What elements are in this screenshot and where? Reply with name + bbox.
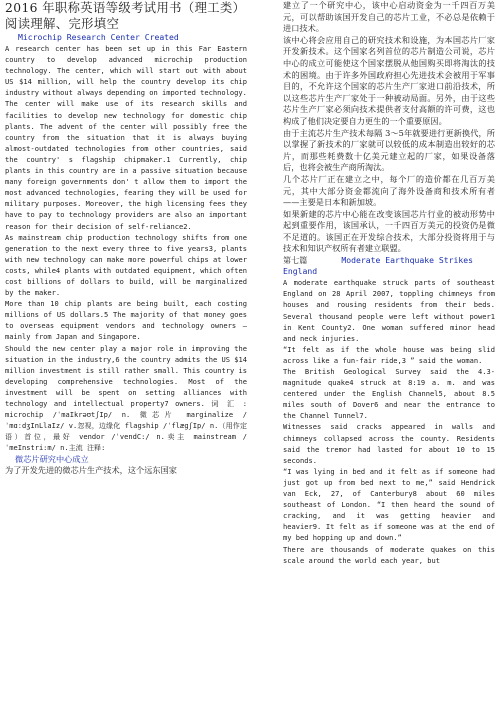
section-title: Moderate Earthquake Strikes England bbox=[283, 255, 473, 277]
body-paragraph: “It felt as if the whole house was being slid across like a fun-fair ride,3 ” said the woman. bbox=[283, 344, 495, 365]
translation-heading: 微芯片研究中心成立 bbox=[15, 454, 89, 465]
body-paragraph: The British Geological Survey said the 4.3-magnitude quake4 struck at 8:19 a. m. and was centered under the English Channel5, about 8.5 miles south of Dover6 and near the entrance to the Channel Tunnel7. bbox=[283, 367, 495, 421]
body-paragraph: There are thousands of moderate quakes on this scale around the world each year, but bbox=[283, 544, 495, 565]
translation-paragraph: 建立了一个研究中心，该中心启动资金为一千四百万美元，可以帮助该国开发自己的芯片工业，不必总是依赖于进口技术。 bbox=[283, 0, 495, 34]
translation-paragraph: 为了开发先进的微芯片生产技术，这个远东国家 bbox=[5, 465, 177, 476]
body-paragraph: A research center has been set up in this Far Eastern country to develop advanced microchip production technology. The center, which will start out with about US $14 million, will help the country develop its chip industry without always depending on imported technology. bbox=[5, 44, 247, 98]
article-heading: Microchip Research Center Created bbox=[18, 32, 179, 42]
body-paragraph: More than 10 chip plants are being built, each costing millions of US dollars.5 The majority of that money goes to overseas equipment vendors and technology owners — mainly from Japan and Singapore. bbox=[5, 299, 247, 342]
body-paragraph: Witnesses said cracks appeared in walls and chimneys collapsed across the county. Residents said the tremor had lasted for about 10 to 15 seconds. bbox=[283, 422, 495, 465]
translation-paragraph: 几个芯片厂正在建立之中，每个厂的造价都在几百万美元，其中大部分资金都流向了海外设备商和技术所有者——主要是日本和新加坡。 bbox=[283, 173, 495, 208]
left-column bbox=[5, 0, 247, 477]
translation-paragraph: 该中心将会应用自己的研究技术和设施，为本国芯片厂家开发新技术。这个国家名列首位的芯片制造公司说，芯片中心的成立可能使这个国家摆脱从他国购买即将淘汰的技术的困境。由于许多外国政府担心先进技术会被用于军事目的，不允许这个国家的芯片生产厂家进口前沿技术，所以这些芯片生产厂家处于一种被动局面。另外，由于这些芯片生产厂家必须向技术提供者支付高额的许可费，这也构成了他们决定要自力更生的一个重要原因。 bbox=[283, 34, 495, 126]
body-paragraph: “I was lying in bed and it felt as if someone had just got up from bed next to me,” said Hendrick van Eck, 27, of Canterbury8 about 60 miles southeast of London. “I then heard the sound of cracking, and it was getting heavier and heavier9. It felt as if someone was at the end of my bed hopping up and down.” bbox=[283, 466, 495, 543]
section-heading bbox=[283, 255, 495, 277]
section-number: 第七篇 bbox=[283, 255, 308, 266]
translation-paragraph: 如果新建的芯片中心能在改变该国芯片行业的被动形势中起到重要作用，该国承认，一千四百万美元的投资仍是微不足道的。该国正在开发综合技术，大部分投资将用于与技术和知识产权所有者建立联盟。 bbox=[283, 208, 495, 254]
body-paragraph: The center will make use of its research skills and facilities to develop new technology for domestic chip plants. The advent of the center will possibly free the country from the situation that it is always buying almost-outdated technologies from other countries, said the country' s flagship chipmaker.1 Currently, chip plants in this country are in a passive situation because many foreign governments don' t allow them to import the most advanced technologies, fearing they will be used for military purposes. Moreover, the high licensing fees they have to pay to technology providers are also an important reason for their decision of self-reliance2. bbox=[5, 99, 247, 231]
page-title: 2016 年职称英语等级考试用书（理工类）阅读理解、完形填空 bbox=[5, 1, 246, 31]
vocabulary-paragraph: Should the new center play a major role in improving the situation in the industry,6 the country admits the US $14 million investment is still rather small. This country is developing comprehensive technologies. Most of the investment will be spent on setting alliances with technology and intellectual property7 owners. 词 汇 : microchip /ˈmaIkrəʊtʃIp/ n. 微芯片 marginalize /ˈmɑːdʒInLlaIz/ v.忽视，边缘化 flagship /ˈflæɡʃIp/ n.（用作定语）首位，最好 vendor /ˈvendC:/ n.卖主 mainstream /ˈmeInstri:m/ n.主流 注释: bbox=[5, 343, 247, 453]
right-column bbox=[283, 0, 495, 566]
body-paragraph: As mainstream chip production technology shifts from one generation to the next every three to five years3, plants with new technology can make more powerful chips at lower costs, while4 plants with outdated equipment, which often cost billions of dollars to build, will be marginalized by the maker. bbox=[5, 232, 247, 298]
translation-paragraph: 由于主流芯片生产技术每隔 3～5年就要进行更新换代，所以掌握了新技术的厂家就可以较低的成本制造出较好的芯片，而那些耗费数十亿美元建立起的厂家，如果设备落后，也将会被生产商所淘汰。 bbox=[283, 127, 495, 173]
body-paragraph: A moderate earthquake struck parts of southeast England on 28 April 2007, toppling chimneys from houses and rousing residents from their beds. Several thousand people were left without power1 in Kent County2. One woman suffered minor head and neck injuries. bbox=[283, 278, 495, 343]
